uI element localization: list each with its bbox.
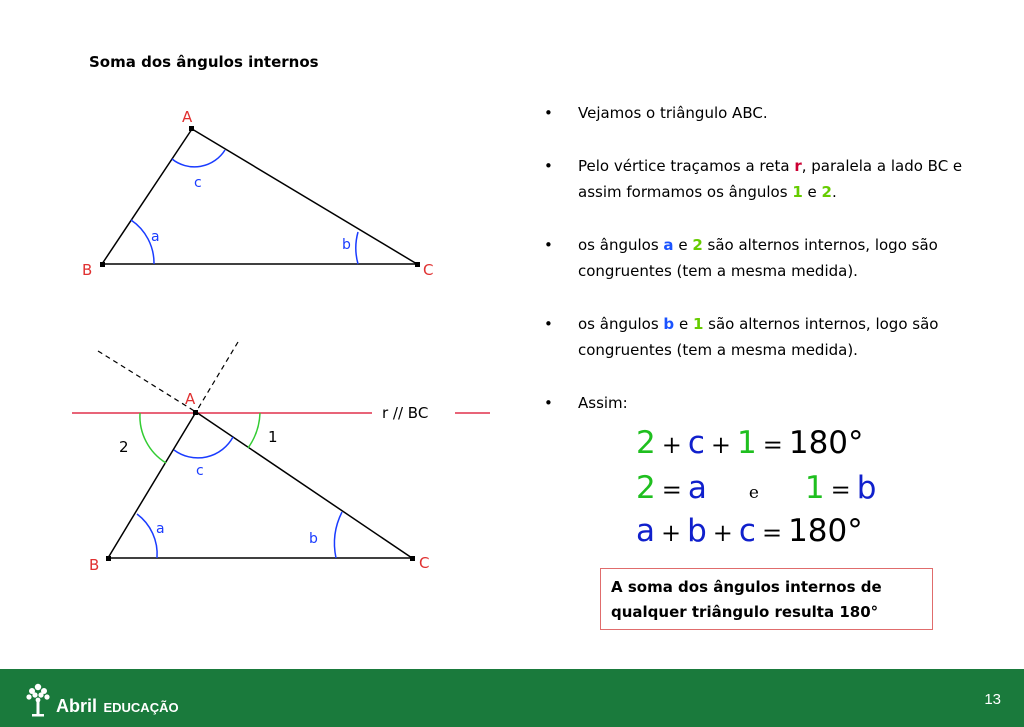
angle-2-highlight: 2 bbox=[821, 183, 832, 201]
eq-operator: = bbox=[661, 476, 682, 504]
eq-operator: = bbox=[762, 431, 783, 459]
page-number: 13 bbox=[984, 691, 1001, 708]
brand-name: Abril bbox=[56, 696, 98, 716]
bullet-item bbox=[540, 232, 980, 284]
eq-term: a bbox=[687, 470, 707, 506]
eq-term: b bbox=[687, 513, 707, 549]
angle-b-arc bbox=[356, 232, 358, 264]
vertex-a-label: A bbox=[182, 108, 193, 126]
bullet-text: Vejamos o triângulo ABC. bbox=[578, 104, 768, 122]
bullet-text: e bbox=[673, 236, 693, 254]
angle-c-label: c bbox=[194, 175, 202, 191]
vertex-a2-label: A bbox=[185, 390, 196, 408]
eq-operator: = bbox=[830, 476, 851, 504]
bullet-text: Assim: bbox=[578, 394, 628, 412]
bullet-dot: • bbox=[544, 157, 553, 175]
eq-operator: + bbox=[710, 431, 731, 459]
bullet-item bbox=[540, 311, 980, 363]
bullet-item bbox=[540, 390, 980, 416]
angle-b2-arc bbox=[334, 512, 342, 558]
angle-c-arc bbox=[172, 150, 225, 167]
equation-3 bbox=[636, 514, 863, 550]
eq-operator: + bbox=[712, 519, 733, 547]
bullet-item bbox=[540, 100, 980, 126]
angle-c2-label: c bbox=[196, 463, 204, 479]
slide-title: Soma dos ângulos internos bbox=[89, 53, 319, 71]
bullet-item bbox=[540, 153, 980, 205]
angle-a2-arc bbox=[137, 514, 157, 558]
bullet-text: , paralela a lado BC e assim formamos os ângulos bbox=[578, 157, 963, 201]
conclusion-box: A soma dos ângulos internos de qualquer triângulo resulta 180° bbox=[600, 568, 933, 630]
bullet-dot: • bbox=[544, 394, 553, 412]
eq-separator: e bbox=[748, 483, 759, 503]
bullet-text: são alternos internos, logo são congruentes (tem a mesma medida). bbox=[578, 236, 938, 280]
bullet-text: e bbox=[674, 315, 693, 333]
eq-term: 2 bbox=[636, 470, 656, 506]
angle-a2-label: a bbox=[156, 521, 165, 537]
bullet-text: os ângulos bbox=[578, 236, 664, 254]
eq-result: 180° bbox=[788, 425, 864, 461]
bullet-dot: • bbox=[544, 104, 553, 122]
angle-b-label: b bbox=[342, 237, 351, 253]
angle-1-highlight: 1 bbox=[792, 183, 803, 201]
eq-operator: + bbox=[661, 431, 682, 459]
angle-2-label: 2 bbox=[119, 438, 129, 456]
eq-term: c bbox=[738, 513, 756, 549]
bullet-text: são alternos internos, logo são congruentes (tem a mesma medida). bbox=[578, 315, 939, 359]
bullet-dot: • bbox=[544, 315, 553, 333]
angle-c2-arc bbox=[174, 437, 233, 458]
line-r-highlight: r bbox=[794, 157, 802, 175]
bullet-text: os ângulos bbox=[578, 315, 664, 333]
angle-a-highlight: a bbox=[663, 236, 674, 254]
figure-triangle-abc bbox=[82, 108, 433, 279]
figure-triangle-parallel bbox=[72, 342, 490, 574]
vertex-b-label: B bbox=[82, 261, 93, 279]
bullet-dot: • bbox=[544, 236, 553, 254]
angle-1-label: 1 bbox=[268, 428, 278, 446]
bullet-text: e bbox=[802, 183, 822, 201]
brand-wordmark bbox=[56, 696, 179, 717]
bullet-text: Pelo vértice traçamos a reta bbox=[578, 157, 795, 175]
angle-1-highlight: 1 bbox=[692, 315, 704, 333]
angle-2-highlight: 2 bbox=[692, 236, 703, 254]
explanation-list bbox=[540, 100, 980, 443]
eq-result: 180° bbox=[788, 513, 863, 549]
eq-term: 1 bbox=[737, 425, 757, 461]
equation-1 bbox=[636, 426, 864, 462]
bullet-text: . bbox=[831, 183, 837, 201]
angle-1-arc bbox=[248, 413, 260, 448]
angle-b2-label: b bbox=[309, 531, 318, 547]
angle-a-label: a bbox=[151, 229, 160, 245]
eq-operator: + bbox=[661, 519, 682, 547]
eq-term: 2 bbox=[636, 425, 656, 461]
eq-operator: = bbox=[761, 519, 783, 547]
equation-2 bbox=[636, 471, 876, 510]
eq-term: b bbox=[856, 470, 877, 506]
parallel-line-label: r // BC bbox=[382, 404, 429, 422]
vertex-b2-label: B bbox=[89, 556, 100, 574]
vertex-c-label: C bbox=[423, 261, 434, 279]
eq-term: c bbox=[687, 425, 705, 461]
angle-b-highlight: b bbox=[663, 315, 675, 333]
vertex-c2-label: C bbox=[419, 554, 430, 572]
eq-term: a bbox=[636, 513, 655, 549]
angle-2-arc bbox=[140, 413, 166, 463]
eq-term: 1 bbox=[804, 470, 825, 506]
brand-sub: EDUCAÇÃO bbox=[103, 700, 179, 715]
